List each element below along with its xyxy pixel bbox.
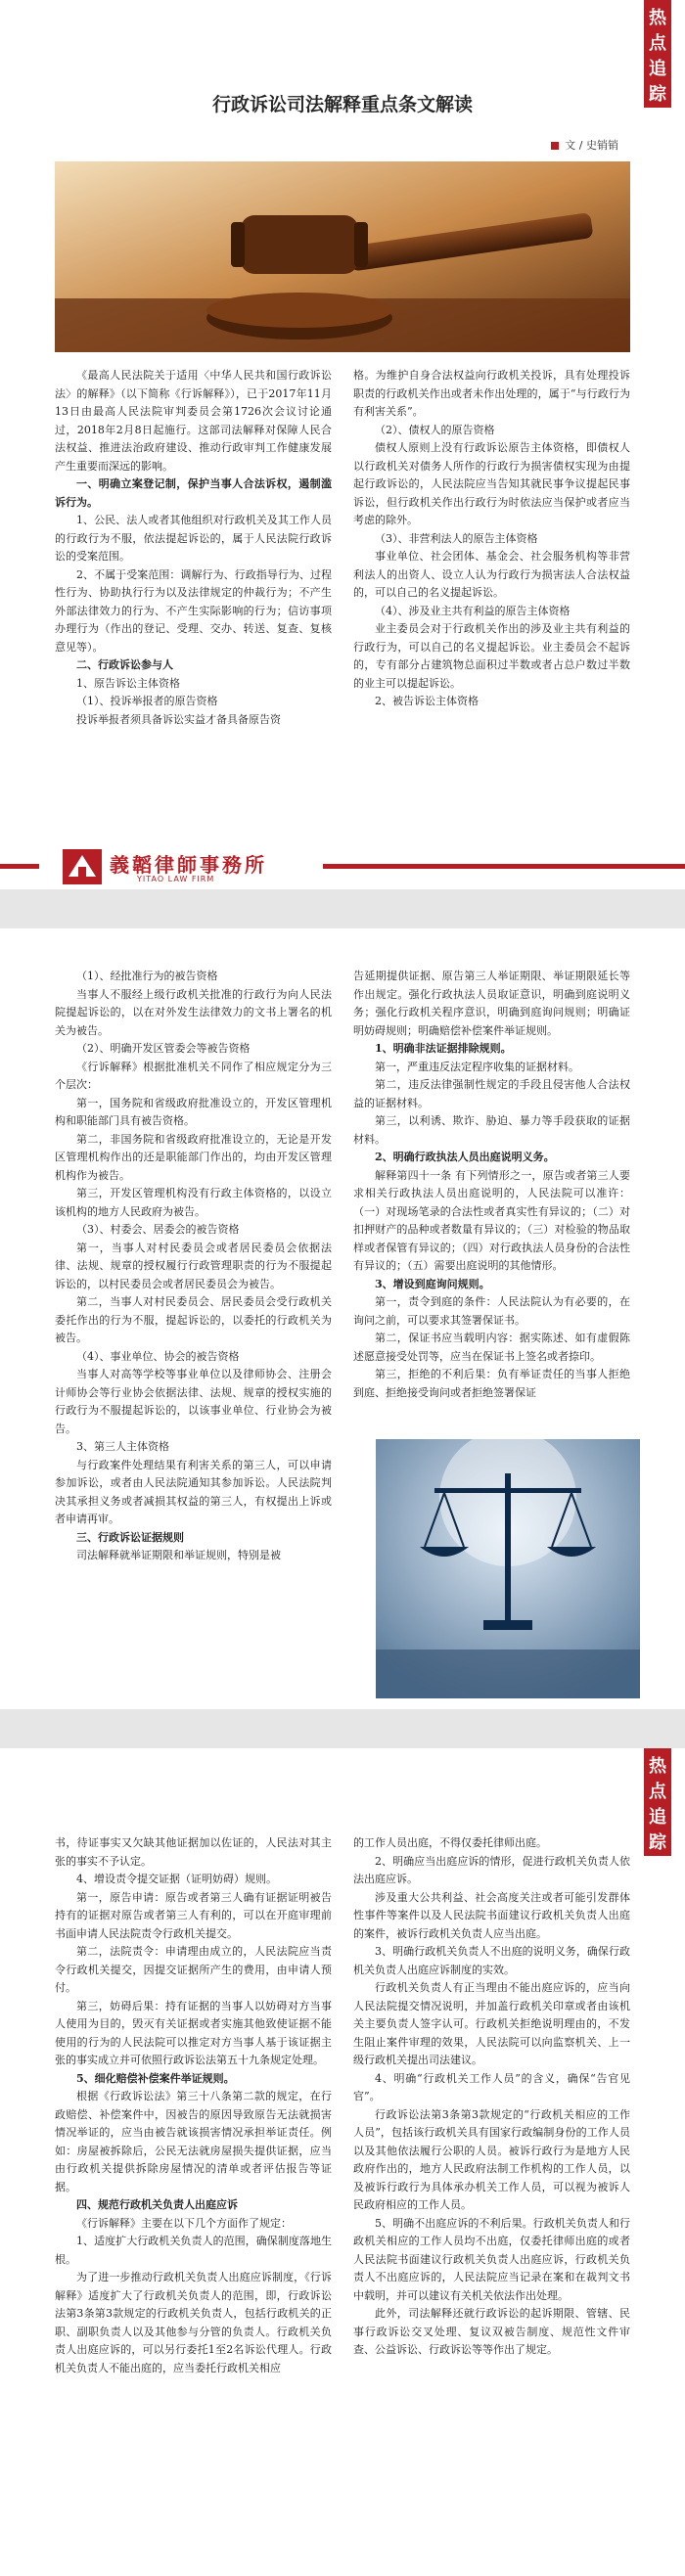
paragraph: 3、明确行政机关负责人不出庭的说明义务，确保行政机关负责人出庭应诉制度的实效。: [353, 1945, 630, 1976]
paragraph: （1）、投诉举报者的原告资格: [76, 695, 218, 707]
paragraph: 事业单位、社会团体、基金会、社会服务机构等非营利法人的出资人、设立人认为行政行为损害法人合法权益的，可以自己的名义提起诉讼。: [353, 550, 630, 599]
paragraph: 此外，司法解释还就行政诉讼的起诉期限、管辖、民事行政诉讼交叉处理、复议双被告制度、规范性文件审查、公益诉讼、行政诉讼等等作出了规定。: [353, 2307, 630, 2356]
paragraph: 第一，严重违反法定程序收集的证据材料。: [375, 1060, 579, 1073]
paragraph: （1）、经批准行为的被告资格: [76, 970, 218, 982]
paragraph: 5、明确不出庭应诉的不利后果。行政机关负责人和行政机关相应的工作人员均不出庭，仅委托律师出庭的或者人民法院书面建议行政机关负责人出庭应诉，行政机关负责人不出庭应诉的，人民法院应当记录在案和在裁判文书中载明，并可以建议有关机关依法作出处理。: [353, 2216, 630, 2302]
scales-of-justice-image: [376, 1439, 640, 1698]
page-3: [0, 1748, 685, 2576]
gavel-hero-image: [55, 161, 630, 352]
paragraph: 第三，开发区管理机构没有行政主体资格的，以设立该机构的地方人民政府为被告。: [55, 1187, 332, 1218]
scales-of-justice-illustration: [376, 1439, 640, 1698]
law-firm-logo-icon: [61, 847, 104, 886]
paragraph: 2、被告诉讼主体资格: [375, 695, 479, 707]
section-heading: 二、行政诉讼参与人: [76, 658, 173, 671]
page1-right-column: [353, 367, 630, 711]
paragraph: 第一，当事人对村民委员会或者居民委员会依据法律、法规、规章的授权履行行政管理职责的行为不服提起诉讼的，以村民委员会或者居民委员会为被告。: [55, 1241, 332, 1290]
paragraph: 解释第四十一条 有下列情形之一，原告或者第三人要求相关行政执法人员出庭说明的，人民法院可以准许：（一）对现场笔录的合法性或者真实性有异议的；（二）对扣押财产的品种或者数量有异议的；（三）对检验的物品取样或者保管有异议的；（四）对行政执法人员身份的合法性有异议的；（五）需要出庭说明的其他情形。: [353, 1168, 630, 1272]
byline-marker-icon: [551, 142, 559, 150]
paragraph: 格。为维护自身合法权益向行政机关投诉，具有处理投诉职责的行政机关作出或者未作出处理的，属于“与行政行为有利害关系”。: [353, 369, 630, 418]
article-title: 行政诉讼司法解释重点条文解读: [211, 94, 473, 115]
section-heading: 三、行政诉讼证据规则: [76, 1530, 184, 1544]
paragraph: 为了进一步推动行政机关负责人出庭应诉制度，《行诉解释》适度扩大了行政机关负责人的范围，即，行政诉讼法第3条第3款规定的行政机关负责人，包括行政机关的正职、副职负责人以及其他参与分管的负责人。行政机关负责人出庭应诉的，可以另行委托1至2名诉讼代理人。行政机关负责人不能出庭的，应当委托行政机关相应: [55, 2271, 332, 2374]
paragraph: 涉及重大公共利益、社会高度关注或者可能引发群体性事件等案件以及人民法院书面建议行政机关负责人出庭的案件，被诉行政机关负责人应当出庭。: [353, 1890, 630, 1940]
paragraph: （3）、非营利法人的原告主体资格: [375, 531, 538, 545]
paragraph: 第一，国务院和省级政府批准设立的，开发区管理机构和职能部门具有被告资格。: [55, 1096, 332, 1127]
paragraph: 《行诉解释》主要在以下几个方面作了规定：: [76, 2216, 292, 2230]
paragraph: （3）、村委会、居委会的被告资格: [76, 1223, 240, 1236]
section-heading: 四、规范行政机关负责人出庭应诉: [76, 2198, 238, 2211]
section-heading: 5、细化赔偿补偿案件举证规则。: [76, 2071, 235, 2085]
paragraph: 第二，当事人对村民委员会、居民委员会受行政机关委托作出的行为不服，提起诉讼的，以委托的行政机关为被告。: [55, 1295, 332, 1344]
paragraph: 根据《行政诉讼法》第三十八条第二款的规定，在行政赔偿、补偿案件中，因被告的原因导致原告无法就损害情况举证的，应当由被告就该损害情况承担举证责任。例如：房屋被拆除后，公民无法就房屋损失提供证据，应当由行政机关提供拆除房屋情况的清单或者评估报告等证据。: [55, 2090, 332, 2193]
paragraph: 第二，法院责令：申请理由成立的，人民法院应当责令行政机关提交，因提交证据所产生的费用，由申请人预付。: [55, 1945, 332, 1994]
paragraph: 投诉举报者须具备诉讼实益才备具备原告资: [76, 712, 281, 726]
paragraph: 行政诉讼法第3条第3款规定的“行政机关相应的工作人员”，包括该行政机关具有国家行政编制身份的工作人员以及其他依法履行公职的人员。被诉行政行为是地方人民政府作出的，地方人民政府法制工作机构的工作人员，以及被诉行政行为具体承办机关工作人员，可以视为被诉人民政府相应的工作人员。: [353, 2107, 630, 2211]
paragraph: 行政机关负责人有正当理由不能出庭应诉的，应当向人民法院提交情况说明，并加盖行政机关印章或者由该机关主要负责人签字认可。行政机关拒绝说明理由的，不发生阻止案件审理的效果，人民法院可以向监察机关、上一级行政机关提出司法建议。: [353, 1981, 630, 2066]
page2-right-column: [353, 968, 630, 1402]
paragraph: 2、明确应当出庭应诉的情形，促进行政机关负责人依法出庭应诉。: [353, 1854, 630, 1885]
paragraph: （4）、涉及业主共有利益的原告主体资格: [375, 604, 571, 617]
paragraph: 4、明确“行政机关工作人员”的含义，确保“告官见官”。: [353, 2071, 630, 2102]
paragraph: 第二，违反法律强制性规定的手段且侵害他人合法权益的证据材料。: [353, 1078, 630, 1109]
page3-right-column: [353, 1834, 630, 2360]
author-byline: 文 / 史销销: [551, 137, 618, 153]
paragraph: 第三，拒绝的不利后果：负有举证责任的当事人拒绝到庭、拒绝接受询问或者拒绝签署保证: [353, 1368, 630, 1399]
paragraph: （2）、债权人的原告资格: [375, 423, 495, 436]
paragraph: 1、公民、法人或者其他组织对行政机关及其工作人员的行政行为不服，依法提起诉讼的，属于人民法院行政诉讼的受案范围。: [55, 514, 332, 563]
hot-topic-stamp: 热 点 追 踪: [644, 1748, 671, 1856]
paragraph: 当事人不服经上级行政机关批准的行政行为向人民法院提起诉讼的，以在对外发生法律效力的文书上署名的机关为被告。: [55, 987, 332, 1037]
paragraph: 3、增设到庭询问规则。: [375, 1277, 490, 1290]
paragraph: 2、明确行政执法人员出庭说明义务。: [375, 1151, 555, 1163]
paragraph: 与行政案件处理结果有利害关系的第三人，可以申请参加诉讼，或者由人民法院通知其参加诉讼。人民法院判决其承担义务或者减损其权益的第三人，有权提出上诉或者申请再审。: [55, 1458, 332, 1525]
paragraph: 当事人对高等学校等事业单位以及律师协会、注册会计师协会等行业协会依据法律、法规、规章的授权实施的行政行为不服提起诉讼的，以该事业单位、行业协会为被告。: [55, 1368, 332, 1435]
paragraph: 业主委员会对于行政机关作出的涉及业主共有利益的行政行为，可以自己的名义提起诉讼。业主委员会不起诉的，专有部分占建筑物总面积过半数或者占总户数过半数的业主可以提起诉讼。: [353, 622, 630, 690]
page2-left-column: [55, 968, 332, 1565]
paragraph: 4、增设责令提交证据（证明妨碍）规则。: [76, 1873, 277, 1885]
paragraph: 1、原告诉讼主体资格: [76, 676, 180, 690]
paragraph: 债权人原则上没有行政诉讼原告主体资格，即债权人以行政机关对债务人所作的行政行为损害债权实现为由提起行政诉讼的，人民法院应当告知其就民事争议提起民事诉讼，但行政机关作出行政行为时依法应当保护或者应当考虑的除外。: [353, 441, 630, 526]
paragraph: 第二，保证书应当载明内容：据实陈述、如有虚假陈述愿意接受处罚等，应当在保证书上签名或者捺印。: [353, 1332, 630, 1363]
page3-left-column: [55, 1834, 332, 2377]
paragraph: （2）、明确开发区管委会等被告资格: [76, 1042, 251, 1055]
paragraph: 告延期提供证据、原告第三人举证期限、举证期限延长等作出规定。强化行政执法人员取证意识，明确到庭说明义务；强化行政机关程序意识，明确到庭询问规则；明确证明妨碍规则；明确赔偿补偿案件举证规则。: [353, 970, 630, 1037]
paragraph: （4）、事业单位、协会的被告资格: [76, 1349, 240, 1363]
paragraph: 第一，责令到庭的条件：人民法院认为有必要的，在询问之前，可以要求其签署保证书。: [353, 1295, 630, 1327]
law-firm-name: 義韜律師事務所: [110, 853, 267, 877]
page-2: [0, 928, 685, 1709]
paragraph: 2、不属于受案范围：调解行为、行政指导行为、过程性行为、协助执行行为以及法律规定的仲裁行为；不产生外部法律效力的行为、不产生实际影响的行为；信访事项办理行为（作出的登记、受理、交办、转送、复查、复核意见等）。: [55, 567, 332, 654]
paragraph: 1、明确非法证据排除规则。: [375, 1042, 512, 1055]
paragraph: 第三，以利诱、欺诈、胁迫、暴力等手段获取的证据材料。: [353, 1114, 630, 1146]
page-gap: [0, 889, 685, 928]
page-1: [0, 0, 685, 836]
paragraph: 第二，非国务院和省级政府批准设立的，无论是开发区管理机构作出的还是职能部门作出的，均由开发区管理机构作为被告。: [55, 1132, 332, 1182]
section-heading: 一、明确立案登记制，保护当事人合法诉权，遏制滥诉行为。: [55, 477, 332, 509]
paragraph: 的工作人员出庭，不得仅委托律师出庭。: [353, 1836, 547, 1849]
paragraph: 第一，原告申请：原告或者第三人确有证据证明被告持有的证据对原告或者第三人有利的，可以在开庭审理前书面申请人民法院责令行政机关提交。: [55, 1890, 332, 1940]
paragraph: 《行诉解释》根据批准机关不同作了相应规定分为三个层次：: [55, 1060, 332, 1091]
paragraph: 《最高人民法院关于适用〈中华人民共和国行政诉讼法〉的解释》（以下简称《行诉解释》），已于2017年11月13日由最高人民法院审判委员会第1726次会议讨论通过，2018年2月8日起施行。这部司法解释对保障人民合法权益、推进法治政府建设、推动行政审判工作健康发展产生重要而深远的影响。: [55, 369, 332, 473]
page-gap: [0, 1709, 685, 1748]
paragraph: 1、适度扩大行政机关负责人的范围，确保制度落地生根。: [55, 2235, 332, 2266]
hot-topic-stamp: 热 点 追 踪: [644, 0, 671, 108]
divider-line-left: [0, 864, 39, 869]
paragraph: 书，待证事实又欠缺其他证据加以佐证的，人民法对其主张的事实不予认定。: [55, 1836, 332, 1868]
page1-left-column: [55, 367, 332, 729]
paragraph: 第三，妨碍后果：持有证据的当事人以妨碍对方当事人使用为目的，毁灭有关证据或者实施其他致使证据不能使用的行为的人民法院可以推定对方当事人基于该证据主张的事实成立并可依照行政诉讼法第五十九条规定处理。: [55, 1999, 332, 2066]
logo-divider: [0, 843, 685, 889]
law-firm-name-en: YITAO LAW FIRM: [137, 875, 215, 883]
divider-line-right: [323, 864, 685, 869]
gavel-illustration: [55, 161, 630, 352]
paragraph: 3、第三人主体资格: [76, 1440, 169, 1453]
paragraph: 司法解释就举证期限和举证规则，特别是被: [76, 1549, 281, 1561]
